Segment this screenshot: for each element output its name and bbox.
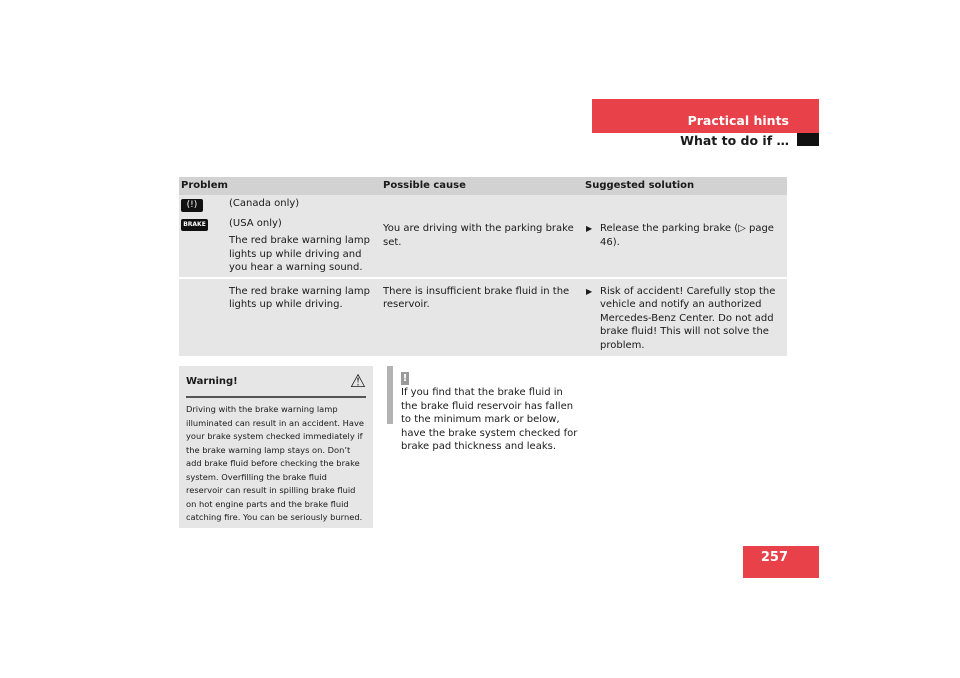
- column-header-problem: Problem: [179, 177, 381, 195]
- problem-text: (Canada only): [229, 198, 300, 209]
- note-text: If you find that the brake fluid in the brake fluid reservoir has fallen to the minimum mark or below, have the brake system checked for brake pad thickness and leaks.: [401, 387, 578, 452]
- subsection-title: What to do if …: [680, 133, 789, 148]
- cause-cell: There is insufficient brake fluid in the reservoir.: [381, 278, 583, 357]
- solution-text: Risk of accident! Carefully stop the vehicle and notify an authorized Mercedes-Benz Center. Do not add brake fluid! This will not solve the problem.: [600, 285, 776, 351]
- solution-cell: [583, 195, 787, 278]
- problem-line: [179, 285, 381, 312]
- column-header-solution: Suggested solution: [583, 177, 787, 195]
- brake-warning-circle-icon: (!): [181, 199, 203, 212]
- table-header-row: [179, 177, 787, 195]
- problem-text: (USA only): [229, 218, 282, 229]
- bullet-arrow-icon: ▶: [586, 286, 593, 296]
- section-title: Practical hints: [592, 99, 819, 133]
- page-number: 257: [743, 546, 819, 578]
- problem-text: The red brake warning lamp lights up while driving.: [229, 285, 370, 310]
- cause-cell: You are driving with the parking brake set.: [381, 195, 583, 278]
- warning-triangle-icon: ⚠: [349, 370, 366, 392]
- note-box: [387, 366, 578, 452]
- problem-text: The red brake warning lamp lights up while driving and you hear a warning sound.: [229, 235, 370, 273]
- solution-cell: [583, 278, 787, 357]
- warning-text: Driving with the brake warning lamp illuminated can result in an accident. Have your brake system checked immediately if the brake warning lamp stays on. Don’t add brake fluid before checking the brake system. Overfilling the brake fluid reservoir can result in spilling brake fluid on hot engine parts and the brake fluid catching fire. You can be seriously burned.: [186, 404, 365, 522]
- warning-header: [186, 366, 366, 398]
- problem-cell: [179, 195, 381, 278]
- exclamation-note-icon: !: [402, 373, 408, 384]
- table-row: [179, 278, 787, 357]
- problem-cell: [179, 278, 381, 357]
- problem-line: [179, 217, 381, 234]
- solution-text: Release the parking brake (▷ page 46).: [600, 223, 774, 248]
- brake-warning-usa-icon: BRAKE: [181, 219, 208, 231]
- problem-line: [179, 234, 381, 275]
- warning-title: Warning!: [186, 375, 238, 387]
- bullet-arrow-icon: ▶: [586, 224, 593, 234]
- problem-line: [179, 197, 381, 217]
- table-row: [179, 195, 787, 278]
- warning-box: [179, 366, 373, 528]
- header-marker: [797, 133, 819, 146]
- troubleshooting-table: [179, 177, 787, 356]
- column-header-cause: Possible cause: [381, 177, 583, 195]
